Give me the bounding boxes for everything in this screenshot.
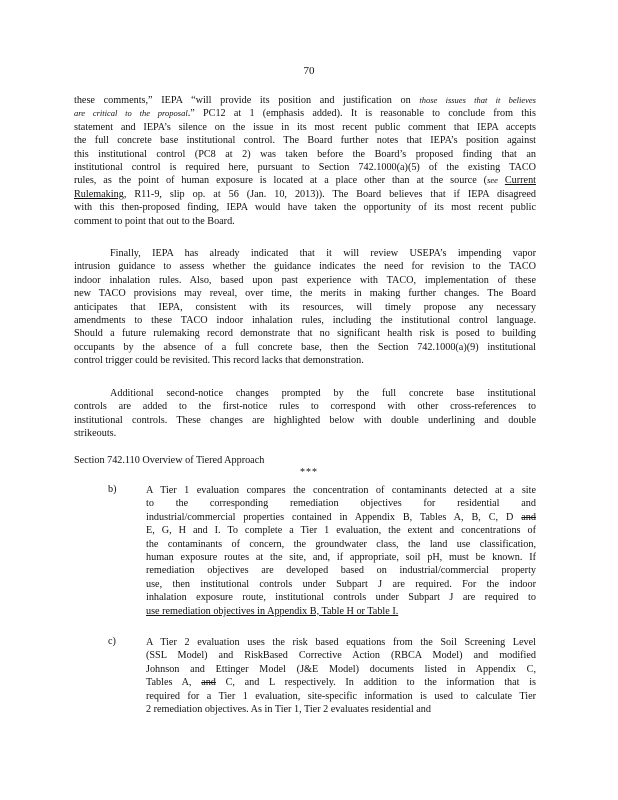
text-run: these comments,” IEPA “will provide its position and justification on [74,95,420,106]
text-line [146,605,536,618]
text-run: those issues that it believes [419,95,536,105]
text-run: occupants by the absence of a full concrete base, then the Section 742.1000(a)(9) institutional [74,341,536,353]
text-line [146,649,536,662]
text-run: and [201,677,216,689]
text-line [146,524,536,537]
text-run: , R11-9, slip op. at 56 (Jan. 10, 2013)). The Board believes that if IEPA disagreed [123,188,536,200]
text-line [74,341,536,354]
text-line [74,247,536,260]
text-run: 2 remediation objectives. As in Tier 1, Tier 2 evaluates residential and [146,704,431,715]
text-run: this institutional control (PC8 at 2) was taken before the Board’s proposed finding that an [74,148,536,160]
text-run: intrusion guidance to assess whether the guidance indicates the need for revision to the TACO [74,261,536,273]
text-line [146,497,536,510]
text-line [74,354,536,367]
text-line [146,538,536,551]
text-run: industrial/commercial properties contained in Appendix B, Tables A, B, C, D [146,511,522,523]
text-run: statement and IEPA’s silence on the issue in its most recent public comment that IEPA accepts [74,121,536,133]
separator: *** [300,467,318,478]
text-line [74,174,536,187]
text-line [74,274,536,287]
text-run: institutional controls. These changes are highlighted below with double underlining and double [74,414,536,426]
text-line [74,414,536,427]
text-run: and [521,511,536,523]
text-line [74,134,536,147]
text-line [74,201,536,214]
text-run: Tables A, [146,677,202,689]
text-run: amendments to these TACO indoor inhalation rules, including the institutional control language. [74,315,536,326]
text-line [146,511,536,524]
text-run: the full concrete base institutional control. The Board further notes that IEPA’s position against [74,135,536,147]
text-run: new TACO provisions may reveal, over time, the merits in making further changes. The Board [74,288,536,300]
text-run [498,175,505,186]
text-run: A Tier 1 evaluation compares the concentration of contaminants detected at a site [146,485,536,496]
text-run: Johnson and Ettinger Model (J&E Model) documents listed in Appendix C, [146,663,536,675]
text-run: Rulemaking [74,188,124,200]
text-line [146,591,536,604]
text-run: (SSL Model) and RiskBased Corrective Action (RBCA Model) and modified [146,650,536,662]
text-line [146,484,536,497]
section-heading: Section 742.110 Overview of Tiered Approach [74,455,265,466]
text-run: control trigger could be revisited. This record lacks that demonstration. [74,355,364,367]
text-run: required for a Tier 1 evaluation, site-specific information is used to calculate Tier [146,690,536,702]
text-run: the contaminants of concern, the groundwater class, the land use classification, [146,538,536,550]
text-line [146,578,536,591]
text-run: remediation objectives are developed based on industrial/commercial property [146,565,536,577]
text-run: rules, as the point of human exposure is located at a place other than at the source ( [74,175,488,187]
text-run: Finally, IEPA has already indicated that it will review USEPA’s impending vapor [110,248,536,259]
text-line [74,260,536,273]
text-line [74,215,536,228]
text-run: comment to point that out to the Board. [74,215,235,227]
text-line [74,387,536,400]
text-line [74,148,536,161]
text-run: anticipates that IEPA, consistent with its resources, will timely propose any necessary [74,301,536,313]
text-run: human exposure routes at the site, and, if appropriate, soil pH, must be known. If [146,552,536,563]
text-line [74,161,536,174]
text-run: use remediation objectives in Appendix B, Table H or Table I. [146,605,399,617]
text-run: controls are added to the first-notice rules to correspond with other cross-references to [74,401,536,413]
text-line [74,327,536,340]
text-line [74,314,536,327]
text-run: C, and L respectively. In addition to the information that is [215,677,536,689]
text-run: E, G, H and I. To complete a Tier 1 evaluation, the extent and concentrations of [146,525,536,537]
text-line [74,301,536,314]
text-line [146,551,536,564]
text-line [146,663,536,676]
text-run: Current [504,175,536,187]
item-b-label: b) [108,484,117,495]
text-line [74,188,536,201]
text-run: see [487,175,498,186]
text-line [74,107,536,120]
item-c-label: c) [108,636,116,647]
text-run: Should a future rulemaking record demonstrate that no significant health risk is posed to building [74,328,536,340]
text-run: use, then institutional controls under Subpart J are required. For the indoor [146,578,536,590]
text-line [74,121,536,134]
text-line [146,564,536,577]
text-line [146,703,536,716]
text-line [74,427,536,440]
text-run: A Tier 2 evaluation uses the risk based equations from the Soil Screening Level [146,637,536,648]
text-line [74,400,536,413]
text-run: strikeouts. [74,428,117,440]
text-line [146,690,536,703]
text-run: to the corresponding remediation objectives for residential and [146,498,536,510]
text-line [146,636,536,649]
text-run: indoor inhalation rules. Also, based upon past experience with TACO, implementation of these [74,274,536,286]
page-number: 70 [303,65,315,77]
text-run: Additional second-notice changes prompted by the full concrete base institutional [110,388,536,399]
text-line [146,676,536,689]
text-run: institutional control is required here, pursuant to Section 742.1000(a)(5) of the existing TACO [74,162,536,173]
text-run: .” PC12 at 1 (emphasis added). It is reasonable to conclude from this [187,108,536,120]
text-line [74,94,536,107]
text-line [74,287,536,300]
text-run: with this then-proposed finding, IEPA would have taken the opportunity of its most recent public [74,202,536,214]
text-run: are critical to the proposal [74,108,188,119]
text-run: inhalation exposure route, institutional controls under Subpart J are required to [146,592,536,604]
